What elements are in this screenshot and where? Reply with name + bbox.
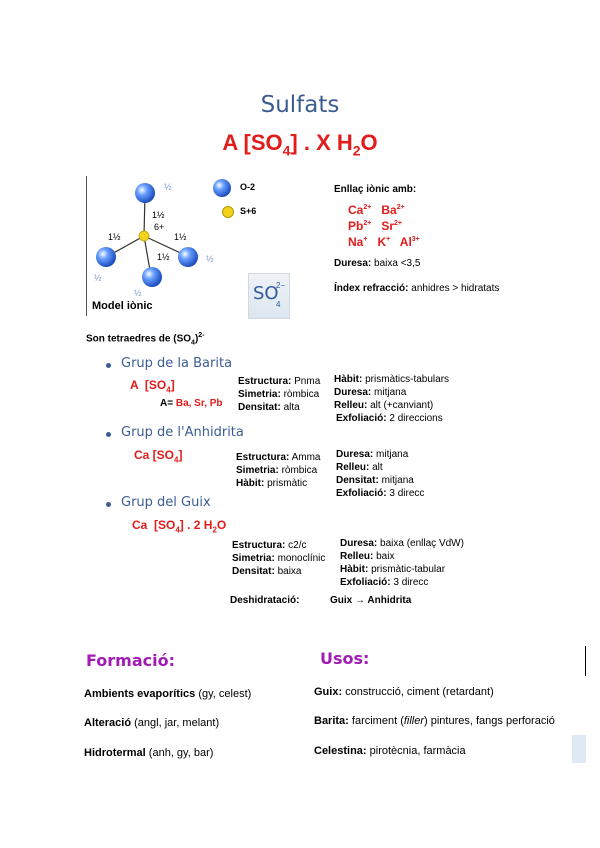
dehydration-label: Deshidratació: (230, 595, 300, 606)
bullet-icon (106, 502, 111, 507)
formacio-item: Hidrotermal (anh, gy, bar) (84, 747, 214, 759)
group-title-guix: Grup del Guix (121, 495, 211, 510)
ion-row-1: $Ca^{2+}$ $Ba^{2+}$ (348, 203, 405, 217)
dehydration-value: Guix → Anhidrita (330, 595, 412, 606)
sulfur-ion (139, 231, 149, 241)
ion-row-3: Na+ K+ $Al^{3+}$ (348, 235, 420, 249)
legend-oxygen-icon (212, 178, 232, 198)
guix-props-left: Estructura: c2/c Simetria: monoclínic Densitat: baixa (232, 540, 326, 577)
general-formula: A $[SO_4]$ . X $H_2O$ (222, 130, 378, 159)
page-title: Sulfats (260, 92, 340, 118)
formacio-item: Ambients evaporítics (gy, celest) (84, 688, 252, 700)
formula-barita: A $[SO_4]$ (130, 378, 175, 395)
legend-sulfur-label: S+6 (240, 206, 257, 216)
refraction-line: Índex refracció: anhidres > hidratats (334, 283, 500, 294)
oxygen-ion (178, 247, 198, 267)
usos-item: Celestina: pirotècnia, farmàcia (314, 745, 466, 757)
tetrahedra-note: Son tetraedres de $(SO_4)^{2-}$ (86, 332, 205, 347)
barita-props-left: Estructura: Pnma Simetria: ròmbica Densitat: alta (238, 376, 321, 413)
so4-icon: SO 4 2− (248, 273, 290, 319)
bullet-icon (106, 363, 111, 368)
usos-item: Guix: construcció, ciment (retardant) (314, 686, 494, 698)
ionic-model-diagram: ½ 1½ 6+ 1½ 1½ 1½ ½ ½ ½ Model iònic (86, 176, 236, 316)
formacio-item: Alteració (angl, jar, melant) (84, 717, 220, 729)
formacio-heading: Formació: (86, 651, 175, 670)
diagram-caption: Model iònic (92, 300, 153, 312)
barita-props-right: Hàbit: prismàtics-tabulars Duresa: mitjana Relleu: alt (+canviant) Exfoliació: 2 direccions (334, 374, 450, 424)
bonding-heading: Enllaç iònic amb: (334, 184, 417, 195)
divider (585, 646, 586, 676)
formula-guix: Ca $[SO_4]$ . 2 $H_2O$ (132, 518, 227, 535)
usos-item: Barita: farciment (filler) pintures, fangs perforació (314, 715, 555, 727)
barita-elements: A= Ba, Sr, Pb (160, 398, 223, 409)
image-fragment (572, 735, 586, 763)
ion-row-2: $Pb^{2+}$ $Sr^{2+}$ (348, 219, 403, 233)
anhidrita-props-right: Duresa: mitjana Relleu: alt Densitat: mitjana Exfoliació: 3 direcc (336, 449, 425, 499)
formula-anhidrita: Ca $[SO_4]$ (134, 448, 183, 465)
oxygen-ion (96, 247, 116, 267)
legend-sulfur-icon (222, 206, 234, 218)
oxygen-ion (142, 267, 162, 287)
oxygen-ion (135, 183, 155, 203)
legend-oxygen-label: O-2 (240, 182, 256, 192)
hardness-line: Duresa: baixa <3,5 (334, 258, 421, 269)
bullet-icon (106, 432, 111, 437)
anhidrita-props-left: Estructura: Amma Simetria: ròmbica Hàbit: prismàtic (236, 452, 321, 489)
group-title-anhidrita: Grup de l'Anhidrita (121, 425, 244, 440)
guix-props-right: Duresa: baixa (enllaç VdW) Relleu: baix Hàbit: prismàtic-tabular Exfoliació: 3 direcc (340, 538, 464, 588)
usos-heading: Usos: (320, 649, 370, 668)
group-title-barita: Grup de la Barita (121, 356, 233, 371)
